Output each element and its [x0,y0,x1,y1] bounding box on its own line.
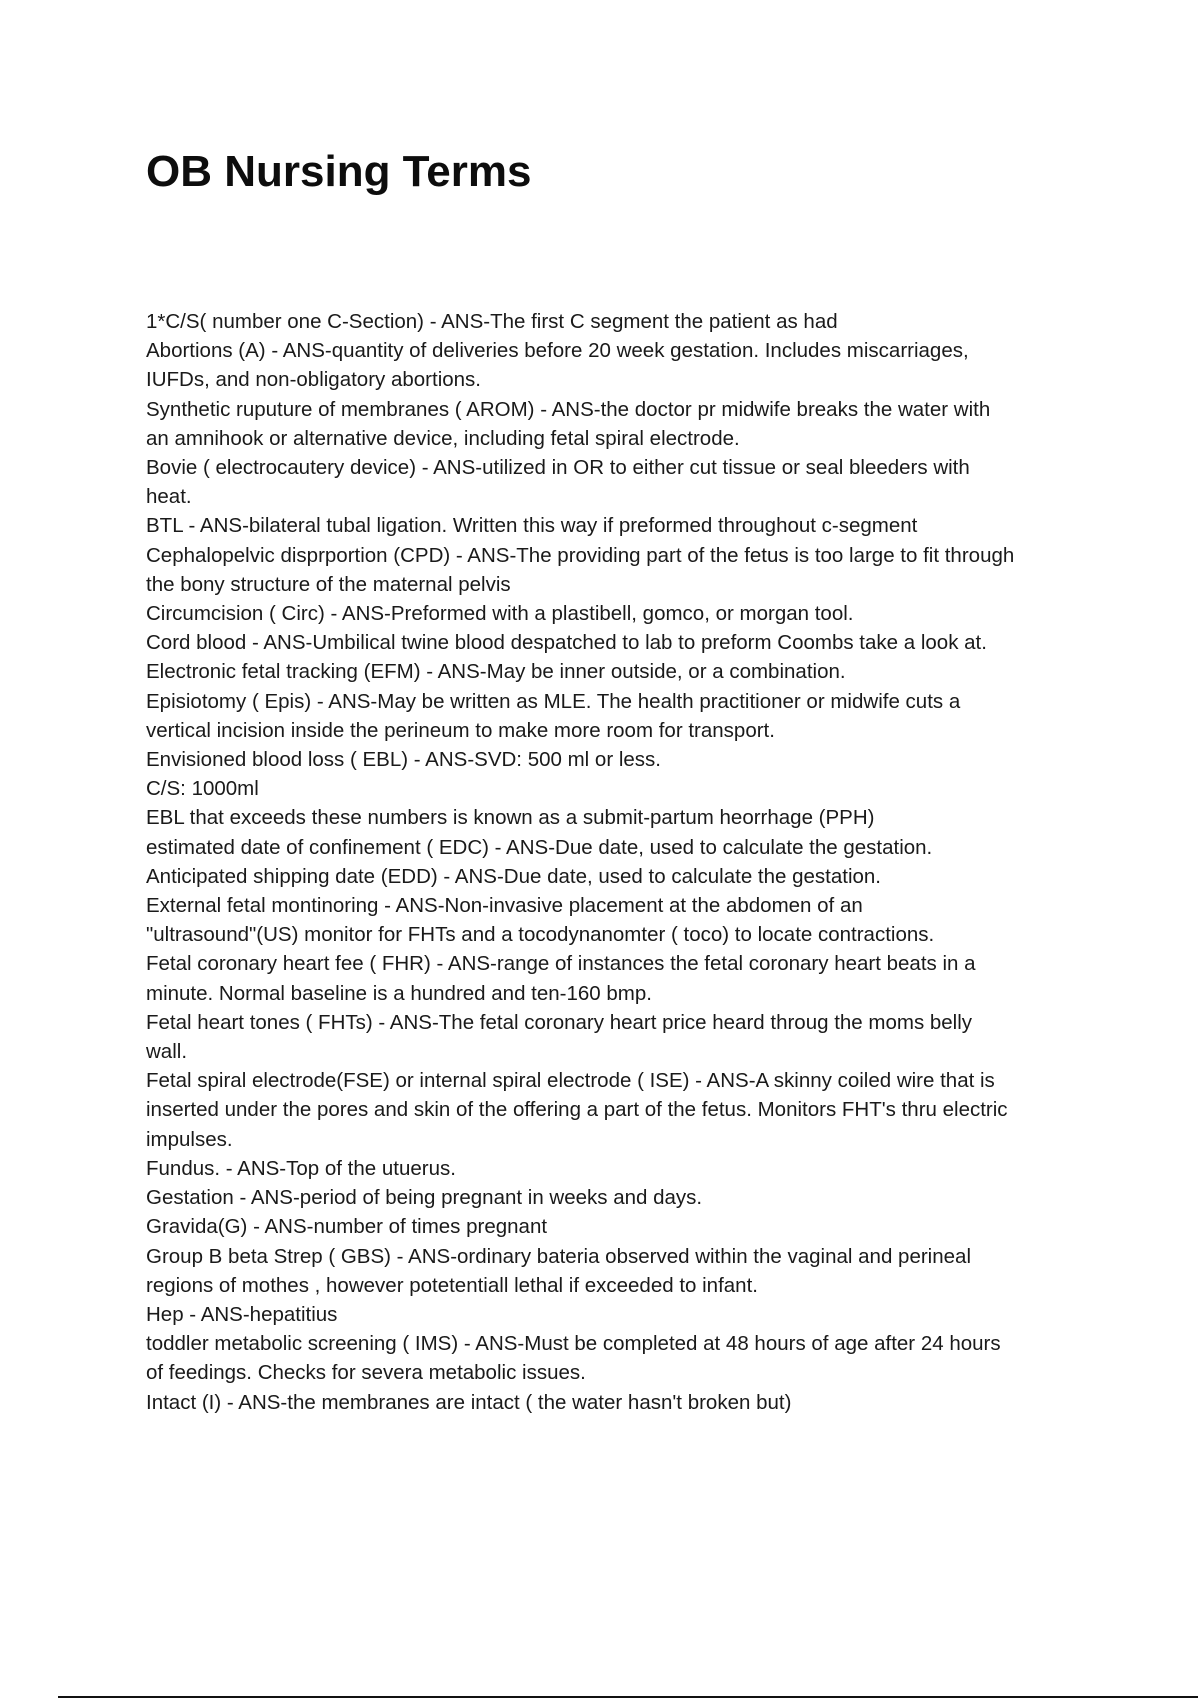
text-line: Synthetic ruputure of membranes ( AROM) - ANS-the doctor pr midwife breaks the water with [146,397,991,421]
text-line: Bovie ( electrocautery device) - ANS-utilized in OR to either cut tissue or seal bleeders with [146,456,970,480]
text-line: Fetal spiral electrode(FSE) or internal spiral electrode ( ISE) - ANS-A skinny coiled wire that is [146,1069,995,1093]
text-line: toddler metabolic screening ( IMS) - ANS-Must be completed at 48 hours of age after 24 hours [146,1332,1001,1356]
footer-divider [58,1696,1198,1698]
text-line: Cord blood - ANS-Umbilical twine blood despatched to lab to preform Coombs take a look at. [146,631,987,655]
text-line: Fetal heart tones ( FHTs) - ANS-The fetal coronary heart price heard throug the moms belly [146,1010,973,1034]
text-line: vertical incision inside the perineum to make more room for transport. [146,718,775,742]
text-line: Hep - ANS-hepatitius [146,1302,338,1326]
text-line: the bony structure of the maternal pelvis [146,572,511,596]
text-line: Intact (I) - ANS-the membranes are intact ( the water hasn't broken but) [146,1390,792,1414]
text-line: "ultrasound"(US) monitor for FHTs and a tocodynanomter ( toco) to locate contractions. [146,923,935,947]
text-line: Fetal coronary heart fee ( FHR) - ANS-range of instances the fetal coronary heart beats in a [146,952,976,976]
text-line: wall. [146,1040,188,1064]
text-line: inserted under the pores and skin of the offering a part of the fetus. Monitors FHT's thru electric [146,1098,1008,1122]
text-line: regions of mothes , however potetentiall lethal if exceeded to infant. [146,1273,758,1297]
text-line: Anticipated shipping date (EDD) - ANS-Due date, used to calculate the gestation. [146,864,882,888]
text-line: C/S: 1000ml [146,777,259,801]
text-line: of feedings. Checks for severa metabolic issues. [146,1361,586,1385]
text-line: an amnihook or alternative device, including fetal spiral electrode. [146,426,740,450]
text-line: Fundus. - ANS-Top of the utuerus. [146,1156,456,1180]
text-line: Abortions (A) - ANS-quantity of deliveries before 20 week gestation. Includes miscarriages, [146,339,969,363]
text-line: heat. [146,485,192,509]
text-line: Group B beta Strep ( GBS) - ANS-ordinary bateria observed within the vaginal and perineal [146,1244,971,1268]
document-body [146,307,1096,1417]
text-line: Gestation - ANS-period of being pregnant in weeks and days. [146,1186,703,1210]
text-line: BTL - ANS-bilateral tubal ligation. Written this way if preformed throughout c-segment [146,514,918,538]
text-line: Gravida(G) - ANS-number of times pregnant [146,1215,548,1239]
text-line: Envisioned blood loss ( EBL) - ANS-SVD: 500 ml or less. [146,748,661,772]
page-title: OB Nursing Terms [146,147,532,196]
text-line: EBL that exceeds these numbers is known as a submit-partum heorrhage (PPH) [146,806,875,830]
text-line: External fetal montinoring - ANS-Non-invasive placement at the abdomen of an [146,894,863,918]
text-line: Electronic fetal tracking (EFM) - ANS-May be inner outside, or a combination. [146,660,846,684]
text-line: Cephalopelvic disprportion (CPD) - ANS-The providing part of the fetus is too large to fit through [146,543,1015,567]
text-line: Circumcision ( Circ) - ANS-Preformed with a plastibell, gomco, or morgan tool. [146,602,854,626]
text-line: minute. Normal baseline is a hundred and ten-160 bmp. [146,981,652,1005]
text-line: impulses. [146,1127,233,1151]
text-line: IUFDs, and non-obligatory abortions. [146,368,482,392]
text-line: estimated date of confinement ( EDC) - ANS-Due date, used to calculate the gestation. [146,835,933,859]
text-line: Episiotomy ( Epis) - ANS-May be written as MLE. The health practitioner or midwife cuts a [146,689,961,713]
text-line: 1*C/S( number one C-Section) - ANS-The first C segment the patient as had [146,310,838,333]
